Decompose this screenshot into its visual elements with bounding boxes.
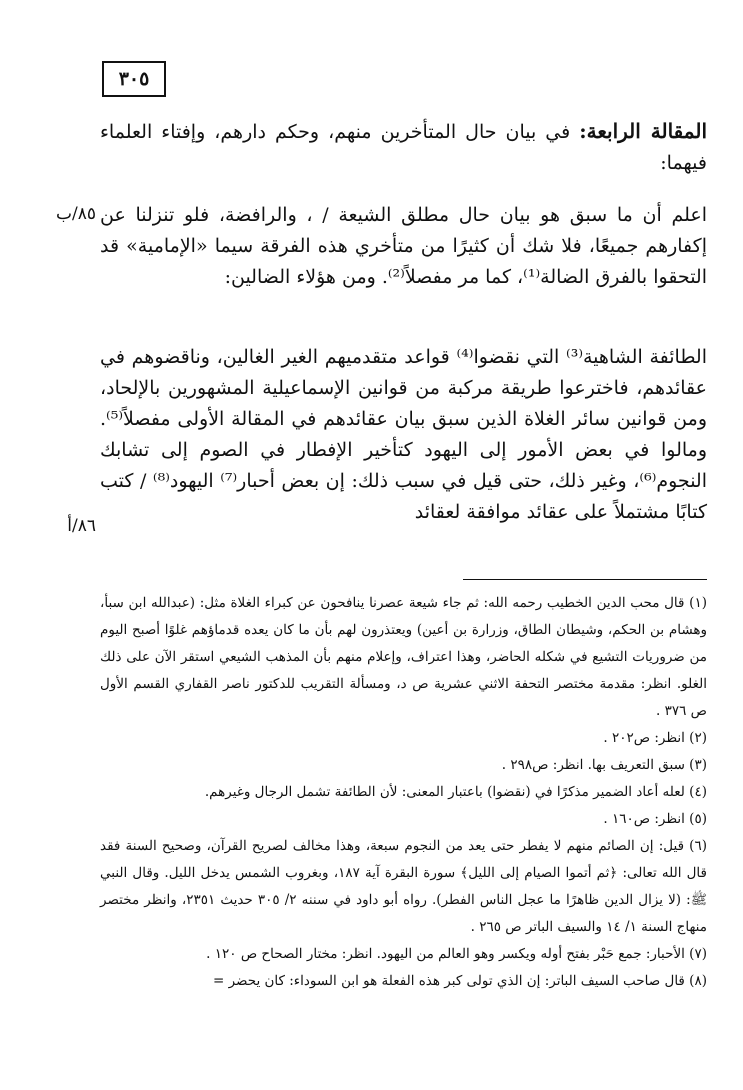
footnote: (٨) قال صاحب السيف الباتر: إن الذي تولى كبر هذه الفعلة هو ابن السوداء: كان يحضر = — [212, 973, 707, 989]
section-title: المقالة الرابعة: — [579, 119, 708, 143]
footnote: (٧) الأحبار: جمع حَبْر بفتح أوله ويكسر وهو العالم من اليهود. انظر: مختار الصحاح ص ١٢٠ . — [206, 946, 707, 962]
footnote: (٣) سبق التعريف بها. انظر: ص٢٩٨ . — [501, 757, 707, 773]
footnote: (٦) قيل: إن الصائم منهم لا يفطر حتى يعد من النجوم سبعة، وهذا مخالف لصريح القرآن، وصحيح السنة فقد قال الله تعالى: ﴿ثم أتموا الصيام إلى الليل﴾ سورة البقرة آية ١٨٧، وبغروب الشمس يدخل الليل. وقال النبي ﷺ: (لا يزال الدين ظاهرًا ما عجل الناس الفطر). رواه أبو داود في سننه ٢/ ٣٠٥ حديث ٢٣٥١، وانظر مختصر منهاج السنة ١/ ١٤ والسيف الباتر ص ٢٦٥ . — [100, 838, 707, 935]
body-paragraph: اعلم أن ما سبق هو بيان حال مطلق الشيعة / ، والرافضة، فلو تنزلنا عن إكفارهم جميعًا، فلا شك أن كثيرًا من متأخري هذه الفرقة سيما «الإمامية» قد التحقوا بالفرق الضالة⁽¹⁾، كما مر مفصلاً⁽²⁾. ومن هؤلاء الضالين: — [100, 204, 707, 288]
footnote-divider — [463, 579, 707, 580]
footnote: (٤) لعله أعاد الضمير مذكرًا في (نقضوا) باعتبار المعنى: لأن الطائفة تشمل الرجال وغيرهم. — [204, 784, 707, 800]
footnotes-list — [100, 590, 707, 995]
footnote: (٢) انظر: ص٢٠٢ . — [603, 730, 707, 746]
heading-text: في بيان حال المتأخرين منهم، وحكم دارهم، وإفتاء العلماء فيهما: — [100, 121, 707, 174]
footnote: (٥) انظر: ص١٦٠ . — [603, 811, 707, 827]
section-heading-paragraph — [100, 116, 707, 179]
manuscript-folio-marker: ٨٥/ب — [56, 204, 96, 224]
body-paragraph: الطائفة الشاهية⁽³⁾ التي نقضوا⁽⁴⁾ قواعد متقدميهم الغير الغالين، وناقضوهم في عقائدهم، فاخترعوا طريقة مركبة من قوانين الإسماعيلية المشهورين بالإلحاد، ومن قوانين سائر الغلاة الذين سبق بيان عقائدهم في المقالة الأولى مفصلاً⁽⁵⁾. ومالوا في بعض الأمور إلى اليهود كتأخير الإفطار في الصوم إلى تشابك النجوم⁽⁶⁾، وغير ذلك، حتى قيل في سبب ذلك: إن بعض أحبار⁽⁷⁾ اليهود⁽⁸⁾ / كتب كتابًا مشتملاً على عقائد موافقة لعقائد — [100, 346, 707, 523]
manuscript-folio-marker: ٨٦/أ — [67, 516, 96, 536]
footnote: (١) قال محب الدين الخطيب رحمه الله: ثم جاء شيعة عصرنا ينافحون عن كبراء الغلاة مثل: (عبدالله ابن سبأ، وهشام بن الحكم، وشيطان الطاق، وزرارة بن أعين) ويعتذرون لهم بأن ما كان يعده قدماؤهم غلوًا أصبح اليوم من ضروريات التشيع في شكله الحاضر، وهذا اعتراف، وإعلام منهم بأن المذهب الشيعي استقر الآن على ذلك الغلو. انظر: مقدمة مختصر التحفة الاثني عشرية ص د، ومسألة التقريب للدكتور ناصر القفاري القسم الأول ص ٣٧٦ . — [100, 595, 707, 719]
page-number: ٣٠٥ — [102, 61, 166, 97]
